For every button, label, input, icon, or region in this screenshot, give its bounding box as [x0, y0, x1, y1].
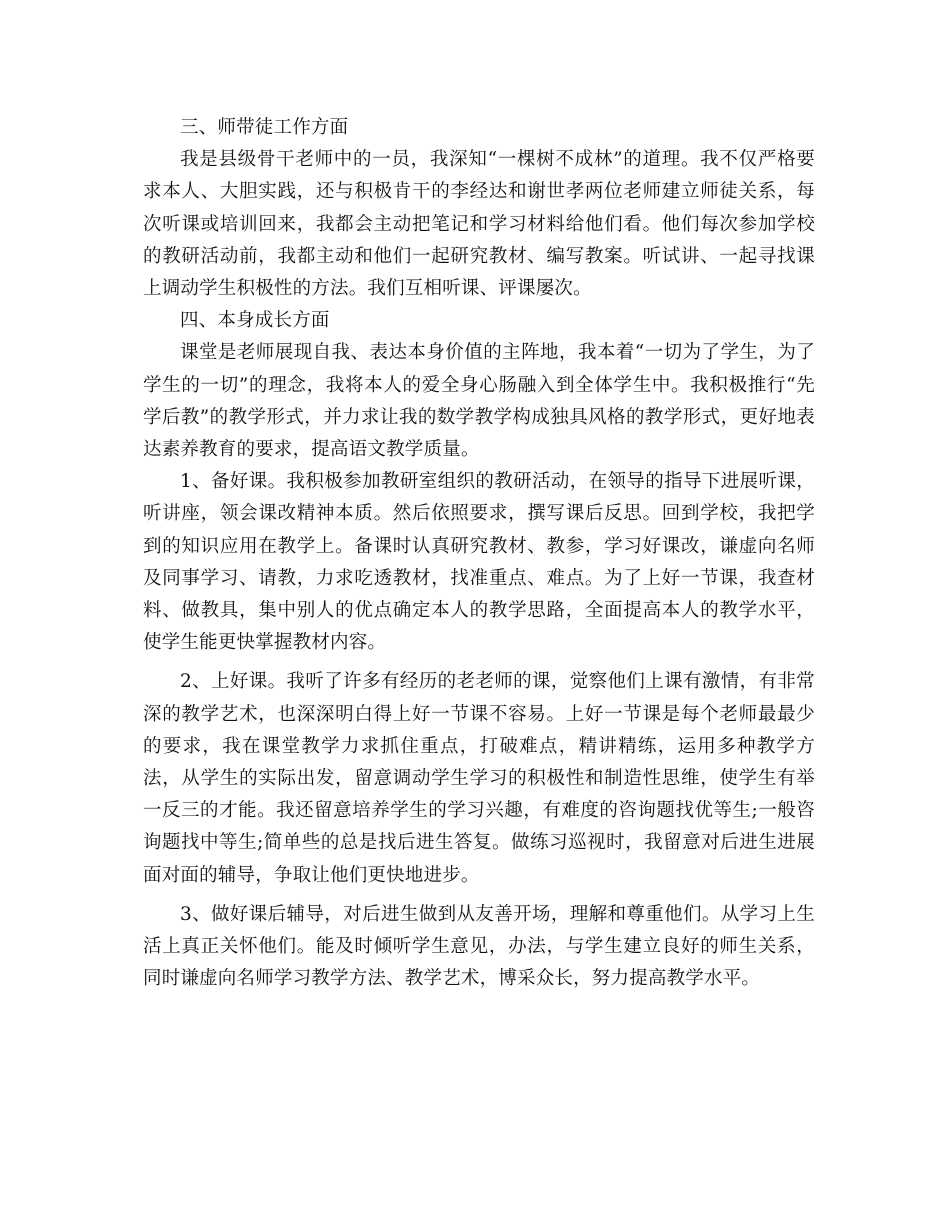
- paragraph-classroom-philosophy: 课堂是老师展现自我、表达本身价值的主阵地，我本着“一切为了学生，为了学生的一切”的理念，我将本人的爱全身心肠融入到全体学生中。我积极推行“先学后教”的教学形式，并力求让我的数学教学构成独具风格的教学形式，更好地表达素养教育的要求，提高语文教学质量。: [143, 342, 815, 461]
- paragraph-mentoring: 我是县级骨干老师中的一员，我深知“一棵树不成林”的道理。我不仅严格要求本人、大胆实践，还与积极肯干的李经达和谢世孝两位老师建立师徒关系，每次听课或培训回来，我都会主动把笔记和学习材料给他们看。他们每次参加学校的教研活动前，我都主动和他们一起研究教材、编写教案。听试讲、一起寻找课上调动学生积极性的方法。我们互相听课、评课屡次。: [143, 149, 815, 300]
- paragraph-teaching-lessons: 2、上好课。我听了许多有经历的老老师的课，觉察他们上课有激情，有非常深的教学艺术，也深深明白得上好一节课不容易。上好一节课是每个老师最最少的要求，我在课堂教学力求抓住重点，打破难点，精讲精练，运用多种教学方法，从学生的实际出发，留意调动学生学习的积极性和制造性思维，使学生有举一反三的才能。我还留意培养学生的学习兴趣，有难度的咨询题找优等生;一般咨询题找中等生;简单些的总是找后进生答复。做练习巡视时，我留意对后进生进展面对面的辅导，争取让他们更快地进步。: [143, 671, 815, 886]
- section-heading-mentoring: 三、师带徒工作方面: [180, 117, 349, 138]
- paragraph-lesson-preparation: 1、备好课。我积极参加教研室组织的教研活动，在领导的指导下进展听课，听讲座，领会课改精神本质。然后依照要求，撰写课后反思。回到学校，我把学到的知识应用在教学上。备课时认真研究教材、教参，学习好课改，谦虚向名师及同事学习、请教，力求吃透教材，找准重点、难点。为了上好一节课，我查材料、做教具，集中别人的优点确定本人的教学思路，全面提高本人的教学水平，使学生能更快掌握教材内容。: [143, 471, 815, 654]
- section-heading-self-growth: 四、本身成长方面: [180, 310, 330, 332]
- document-body: [143, 112, 815, 995]
- paragraph-after-class-tutoring: 3、做好课后辅导，对后进生做到从友善开场，理解和尊重他们。从学习上生活上真正关怀他们。能及时倾听学生意见，办法，与学生建立良好的师生关系，同时谦虚向名师学习教学方法、教学艺术，博采众长，努力提高教学水平。: [143, 903, 815, 990]
